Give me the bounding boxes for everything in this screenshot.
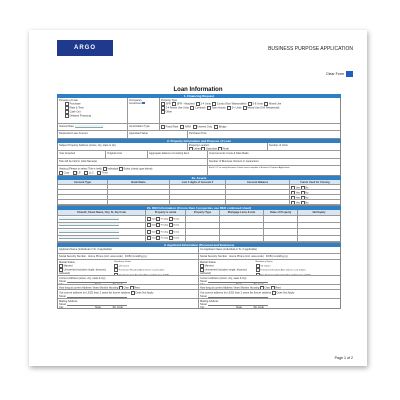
state-label: State bbox=[235, 282, 242, 285]
status-checkbox[interactable] bbox=[156, 236, 160, 240]
status-option: Pending bbox=[160, 224, 169, 227]
property-type-checkbox[interactable] bbox=[190, 106, 194, 110]
status-checkbox[interactable] bbox=[156, 230, 160, 234]
applicant-field-row[interactable] bbox=[199, 247, 340, 254]
property-type-option: Other bbox=[165, 110, 173, 114]
applicant-field-row[interactable] bbox=[58, 260, 198, 276]
assets-col-header: Bank Name bbox=[108, 180, 170, 184]
state-label: State bbox=[94, 282, 101, 285]
property-type-checkbox[interactable] bbox=[248, 102, 252, 106]
company-logo: ARGO bbox=[57, 40, 113, 56]
does-not-apply-checkbox[interactable] bbox=[272, 291, 276, 295]
reo-value-input[interactable] bbox=[220, 236, 264, 242]
vesting-label: Vesting (Please to select Title is held) bbox=[59, 167, 102, 171]
status-option: Pending bbox=[160, 237, 169, 240]
yes-label: Yes bbox=[295, 201, 300, 204]
no-checkbox[interactable] bbox=[301, 186, 305, 190]
entity-checkbox[interactable] bbox=[84, 171, 88, 175]
vesting-option: Entity (check type below) bbox=[123, 167, 153, 171]
city-label: City bbox=[59, 305, 64, 308]
yes-checkbox[interactable] bbox=[291, 196, 295, 200]
status-option: Pending bbox=[160, 218, 169, 221]
no-checkbox[interactable] bbox=[301, 191, 305, 195]
section-header-reo: 2b. REO Information (if more than 4 properties use REO continued sheet) bbox=[57, 206, 341, 210]
funds-used-cell bbox=[290, 185, 340, 189]
marital-option: Married bbox=[63, 264, 73, 268]
asset-cell-input[interactable] bbox=[108, 190, 170, 194]
zip-label: Zip Code bbox=[253, 282, 264, 285]
amortization-checkbox[interactable] bbox=[214, 125, 218, 129]
yes-label: Yes bbox=[295, 186, 300, 189]
reo-equity-input[interactable] bbox=[298, 223, 340, 229]
status-checkbox[interactable] bbox=[147, 217, 151, 221]
asset-cell-input[interactable] bbox=[58, 190, 108, 194]
asset-cell-input[interactable] bbox=[108, 195, 170, 199]
property-type-option: 5-8 Units bbox=[252, 102, 263, 106]
residency-checkbox[interactable] bbox=[114, 264, 118, 268]
months-label: Months bbox=[99, 286, 109, 290]
reo-row bbox=[58, 236, 340, 243]
reo-status-cell bbox=[146, 236, 186, 242]
purpose-label: Purpose of Loan bbox=[59, 98, 79, 102]
status-checkbox[interactable] bbox=[147, 230, 151, 234]
section-header-financing: 1. Financing Request bbox=[57, 94, 341, 98]
own-checkbox[interactable] bbox=[119, 286, 123, 290]
property-type-option: Mixed Use bbox=[269, 102, 282, 106]
property-type-option: 2-4 Mixed Use Units bbox=[165, 106, 189, 110]
does-not-apply-label: Does Not Apply bbox=[276, 291, 295, 295]
street-label: Street bbox=[200, 294, 207, 298]
entity-note: Each LLC or entity Business Owner must complete a Business Purpose Application bbox=[209, 166, 290, 169]
assets-col-header: Funds Used for Closing bbox=[300, 180, 330, 184]
zip-label: Zip Code bbox=[112, 282, 123, 285]
yes-label: Yes bbox=[295, 191, 300, 194]
reo-value-input[interactable] bbox=[220, 229, 264, 235]
document-title: BUSINESS PURPOSE APPLICATION bbox=[268, 46, 353, 52]
applicant-name-label: Co-Applicant Name (individual or Sr. if applicable) bbox=[200, 247, 258, 251]
yes-checkbox[interactable] bbox=[291, 201, 295, 205]
asset-cell-input[interactable] bbox=[226, 200, 290, 204]
location-option: Suburban bbox=[206, 147, 218, 150]
assets-col-header: Account Type bbox=[58, 180, 108, 184]
existing-liens-label: Aggregate balance of existing liens bbox=[148, 151, 208, 158]
reo-col-header: Street/#, Street Name, City, St, Zip Code bbox=[58, 210, 146, 215]
no-label: No bbox=[305, 201, 309, 204]
funds-used-cell bbox=[290, 190, 340, 194]
applicant-field-row[interactable] bbox=[58, 276, 198, 285]
how-long-label: How long at current Address bbox=[59, 286, 92, 290]
location-checkbox[interactable] bbox=[218, 147, 222, 151]
does-not-apply-label: Does Not Apply bbox=[135, 291, 154, 295]
residency-status-label: Residency Status bbox=[255, 260, 273, 263]
property-type-option: 5+ Units bbox=[231, 106, 242, 110]
dob-label: DOB (mm/dd/yyyy) bbox=[265, 254, 288, 258]
asset-cell-input[interactable] bbox=[58, 200, 108, 204]
own-checkbox[interactable] bbox=[260, 286, 264, 290]
reo-value-input[interactable] bbox=[264, 236, 298, 242]
property-type-checkbox[interactable] bbox=[161, 110, 165, 114]
form-page bbox=[29, 30, 367, 366]
property-type-checkbox[interactable] bbox=[172, 102, 176, 106]
does-not-apply-checkbox[interactable] bbox=[131, 291, 135, 295]
occupancy-checkbox[interactable] bbox=[142, 102, 145, 104]
location-option: Rural bbox=[222, 147, 229, 150]
applicant-field-row[interactable] bbox=[58, 247, 198, 254]
property-section bbox=[57, 143, 341, 176]
years-label: Years bbox=[233, 286, 240, 290]
purpose-option: Rate & Term bbox=[69, 106, 84, 110]
asset-cell-input[interactable] bbox=[226, 185, 290, 189]
zip-label: Zip Code bbox=[112, 305, 123, 308]
own-label: Own bbox=[123, 286, 130, 290]
zip-label: Zip Code bbox=[253, 305, 264, 308]
asset-cell-input[interactable] bbox=[108, 185, 170, 189]
property-type-option: Mixed Use (5-8 Residential) bbox=[247, 106, 280, 110]
reo-section bbox=[57, 210, 341, 243]
entity-option: Trust bbox=[101, 171, 108, 175]
financing-section bbox=[57, 98, 341, 139]
clear-form-button[interactable] bbox=[326, 71, 353, 77]
original-cost-label: Original Cost bbox=[106, 151, 148, 158]
residency-checkbox[interactable] bbox=[256, 268, 260, 272]
assets-section bbox=[57, 180, 341, 206]
clear-form-label: Clear Form bbox=[326, 72, 344, 76]
reo-address-input[interactable] bbox=[58, 236, 146, 242]
reo-value-input[interactable] bbox=[264, 216, 298, 222]
reo-address-input[interactable] bbox=[58, 216, 146, 222]
city-label: City bbox=[200, 282, 205, 285]
yes-checkbox[interactable] bbox=[291, 191, 295, 195]
entity-option: LP bbox=[77, 171, 81, 175]
housing-label: Housing bbox=[108, 286, 119, 290]
occupancy-label: Occupancy bbox=[129, 98, 142, 102]
street-label: Street bbox=[59, 279, 66, 283]
interest-rate-label: Interest Rate bbox=[59, 124, 74, 128]
vesting-option: Individual bbox=[107, 167, 119, 171]
location-option: Urban bbox=[193, 147, 201, 150]
property-type-option: Condotel bbox=[195, 106, 206, 110]
status-option: Sold bbox=[151, 237, 156, 240]
occupancy-value: Investment bbox=[129, 101, 142, 105]
status-option: Rental bbox=[173, 231, 180, 234]
entity-option: Corp bbox=[63, 171, 70, 175]
residency-option: US Citizen bbox=[118, 265, 130, 268]
reo-value-input[interactable] bbox=[186, 236, 220, 242]
assets-col-header: Account Balance bbox=[226, 180, 290, 184]
application-form bbox=[57, 94, 341, 309]
marital-option: Unmarried (includes single, divorced, widowed) bbox=[200, 268, 248, 275]
form-title: Loan Information bbox=[173, 87, 223, 93]
property-type-option: SFR - Attached bbox=[176, 102, 195, 106]
subject-address-label: Subject Property Address (street, city, state & zip) bbox=[58, 143, 188, 150]
asset-cell-input[interactable] bbox=[226, 195, 290, 199]
purpose-option: Purchase bbox=[69, 102, 81, 106]
residency-option: Permanent Resident Alien (Green Card holder) bbox=[118, 269, 165, 272]
no-label: No bbox=[305, 186, 309, 189]
ssn-label: Social Security Number bbox=[200, 254, 228, 258]
marital-option: Married bbox=[204, 264, 214, 268]
reo-col-header: Mortgage Liens & Amt bbox=[220, 210, 264, 215]
ssn-label: Social Security Number bbox=[59, 254, 87, 258]
prior-address-label: If at current address for LESS than 2 years list former address bbox=[59, 291, 131, 295]
status-checkbox[interactable] bbox=[156, 223, 160, 227]
amortization-option: ARM bbox=[184, 125, 191, 129]
location-checkbox[interactable] bbox=[201, 147, 205, 151]
how-long-label: How long at current Address bbox=[200, 286, 233, 290]
year-acquired-label: Year Acquired bbox=[58, 151, 106, 158]
rent-label: Rent bbox=[275, 286, 281, 290]
asset-cell-input[interactable] bbox=[170, 200, 226, 204]
applicant-field-row[interactable] bbox=[58, 299, 198, 308]
section-header-applicant: 3. Applicant Information (Personal and Business) bbox=[57, 243, 341, 247]
no-label: No bbox=[305, 191, 309, 194]
yes-checkbox[interactable] bbox=[291, 186, 295, 190]
property-type-checkbox[interactable] bbox=[264, 102, 268, 106]
status-option: Rental bbox=[173, 218, 180, 221]
entity-option: LLC bbox=[88, 171, 94, 175]
city-label: City bbox=[59, 282, 64, 285]
units-label: Number of Units bbox=[269, 143, 288, 147]
property-type-label: Property Type bbox=[161, 98, 178, 102]
no-checkbox[interactable] bbox=[301, 196, 305, 200]
reo-value-input[interactable] bbox=[220, 223, 264, 229]
applicant-field-row[interactable] bbox=[199, 260, 340, 276]
applicant-section bbox=[57, 247, 341, 309]
vesting-checkbox[interactable] bbox=[119, 167, 123, 171]
funds-used-cell bbox=[290, 200, 340, 204]
reo-address-input[interactable] bbox=[58, 229, 146, 235]
property-type-checkbox[interactable] bbox=[227, 106, 231, 110]
home-phone-label: Home Phone (incl. area code) bbox=[229, 254, 264, 258]
property-location-label: Property Location bbox=[189, 143, 210, 147]
residency-checkbox[interactable] bbox=[114, 268, 118, 272]
reo-status-cell bbox=[146, 223, 186, 229]
city-label: City bbox=[200, 305, 205, 308]
marital-status-label: Marital Status bbox=[200, 260, 216, 264]
property-type-option: SFR bbox=[165, 102, 171, 106]
entity-checkbox[interactable] bbox=[97, 171, 101, 175]
asset-cell-input[interactable] bbox=[226, 190, 290, 194]
reo-equity-input[interactable] bbox=[298, 229, 340, 235]
current-address-label: Current Address (street, city, state & zip) bbox=[200, 276, 247, 280]
title-held-label: Title will be held in what Name(s) bbox=[58, 159, 208, 165]
residency-checkbox[interactable] bbox=[256, 264, 260, 268]
asset-cell-input[interactable] bbox=[108, 200, 170, 204]
residency-status-label: Residency Status bbox=[114, 260, 132, 263]
residency-option: Non-Permanent Resident Alien w/ Work Visa (VISA) bbox=[118, 274, 170, 276]
dob-label: DOB (mm/dd/yyyy) bbox=[124, 254, 147, 258]
street-label: Street bbox=[59, 302, 66, 306]
reo-value-input[interactable] bbox=[186, 223, 220, 229]
improvements-label: Improvements Costs & Date Made bbox=[209, 151, 249, 155]
applicant-field-row[interactable] bbox=[199, 276, 340, 285]
asset-cell-input[interactable] bbox=[58, 185, 108, 189]
reo-value-input[interactable] bbox=[264, 229, 298, 235]
state-label: State bbox=[235, 305, 242, 308]
current-address-label: Current Address (street, city, state & zip) bbox=[59, 276, 106, 280]
reo-status-cell bbox=[146, 216, 186, 222]
loan-amount-label: Requested Loan Amount bbox=[58, 131, 128, 138]
asset-cell-input[interactable] bbox=[170, 190, 226, 194]
status-option: Rental bbox=[173, 224, 180, 227]
reo-col-header: Net Equity bbox=[312, 210, 326, 214]
residency-option: US Citizen bbox=[260, 265, 271, 268]
reo-status-cell bbox=[146, 229, 186, 235]
status-checkbox[interactable] bbox=[156, 217, 160, 221]
no-checkbox[interactable] bbox=[301, 201, 305, 205]
reo-value-input[interactable] bbox=[186, 216, 220, 222]
housing-label: Housing bbox=[249, 286, 260, 290]
applicant-field-row[interactable] bbox=[199, 299, 340, 308]
property-type-checkbox[interactable] bbox=[212, 102, 216, 106]
amortization-option: Fixed Rate bbox=[165, 125, 179, 129]
amortization-type-label: Amortization Type bbox=[128, 124, 160, 130]
purpose-checkbox[interactable] bbox=[65, 114, 69, 118]
street-label: Street bbox=[200, 302, 207, 306]
status-option: Pending bbox=[160, 231, 169, 234]
marital-status-label: Marital Status bbox=[59, 260, 75, 264]
own-label: Own bbox=[264, 286, 271, 290]
asset-cell-input[interactable] bbox=[58, 195, 108, 199]
reo-equity-input[interactable] bbox=[298, 236, 340, 242]
status-checkbox[interactable] bbox=[147, 236, 151, 240]
mailing-address-label: Mailing Address bbox=[59, 299, 78, 303]
prior-address-label: If at current address for LESS than 2 years list former address bbox=[200, 291, 272, 295]
no-label: No bbox=[305, 196, 309, 199]
clear-form-icon bbox=[346, 71, 353, 77]
asset-row bbox=[58, 200, 340, 205]
years-label: Years bbox=[92, 286, 99, 290]
funds-used-cell bbox=[290, 195, 340, 199]
status-option: Sold bbox=[151, 231, 156, 234]
location-checkbox[interactable] bbox=[189, 147, 193, 151]
residency-option: Non-Permanent Resident Alien w/ Work Visa (VISA) bbox=[260, 274, 311, 276]
mailing-address-label: Mailing Address bbox=[200, 299, 219, 303]
reo-value-input[interactable] bbox=[220, 216, 264, 222]
status-checkbox[interactable] bbox=[147, 223, 151, 227]
months-label: Months bbox=[240, 286, 250, 290]
interest-rate-input[interactable] bbox=[75, 125, 103, 128]
reo-col-header: Property Type bbox=[186, 210, 220, 215]
property-type-option: Condo (Non Warrantable) bbox=[216, 102, 247, 106]
reo-equity-input[interactable] bbox=[298, 216, 340, 222]
status-option: Sold bbox=[151, 224, 156, 227]
rent-label: Rent bbox=[134, 286, 140, 290]
street-label: Street bbox=[59, 294, 66, 298]
purpose-option: Delayed Financing bbox=[69, 114, 92, 118]
reo-col-header: Property is rental bbox=[146, 210, 186, 215]
amortization-checkbox[interactable] bbox=[180, 125, 184, 129]
purpose-option: Cash Out bbox=[69, 110, 81, 114]
section-header-assets: 2a. Assets bbox=[57, 176, 341, 180]
home-phone-label: Home Phone (incl. area code) bbox=[88, 254, 123, 258]
applicant-name-label: Applicant Name (individual or Sr. if applicable) bbox=[59, 247, 112, 251]
business-owners-label: Number of Business Owners or Guarantors bbox=[209, 159, 259, 163]
street-label: Street bbox=[200, 279, 207, 283]
entity-checkbox[interactable] bbox=[59, 171, 63, 175]
assets-col-header: Last 4 digits of Account # bbox=[170, 180, 226, 184]
asset-cell-input[interactable] bbox=[170, 195, 226, 199]
page-number: Page 1 of 2 bbox=[334, 356, 353, 360]
applicant-field-row[interactable] bbox=[58, 290, 198, 299]
property-type-option: 2-4 Units bbox=[200, 102, 211, 106]
reo-value-input[interactable] bbox=[186, 229, 220, 235]
yes-label: Yes bbox=[295, 196, 300, 199]
amortization-option: Interest Only bbox=[197, 125, 213, 129]
state-label: State bbox=[94, 305, 101, 308]
reo-col-header: Value of Property bbox=[264, 210, 298, 215]
marital-option: Unmarried (includes single, divorced, widowed) bbox=[59, 268, 107, 275]
status-option: Sold bbox=[151, 218, 156, 221]
applicant-field-row[interactable] bbox=[199, 290, 340, 299]
section-header-property: 2. Property Information and Purpose of Loan bbox=[57, 139, 341, 143]
residency-option: Permanent Resident Alien (Green Card holder) bbox=[260, 269, 306, 272]
reo-value-input[interactable] bbox=[264, 223, 298, 229]
appraised-value-label: Appraised Value bbox=[128, 131, 188, 138]
asset-cell-input[interactable] bbox=[170, 185, 226, 189]
amortization-option: Bridge bbox=[218, 125, 227, 129]
reo-address-input[interactable] bbox=[58, 223, 146, 229]
property-type-option: Town House bbox=[211, 106, 226, 110]
status-option: Rental bbox=[173, 237, 180, 240]
purchase-price-label: Purchase Price bbox=[189, 131, 207, 135]
amortization-checkbox[interactable] bbox=[161, 125, 165, 129]
